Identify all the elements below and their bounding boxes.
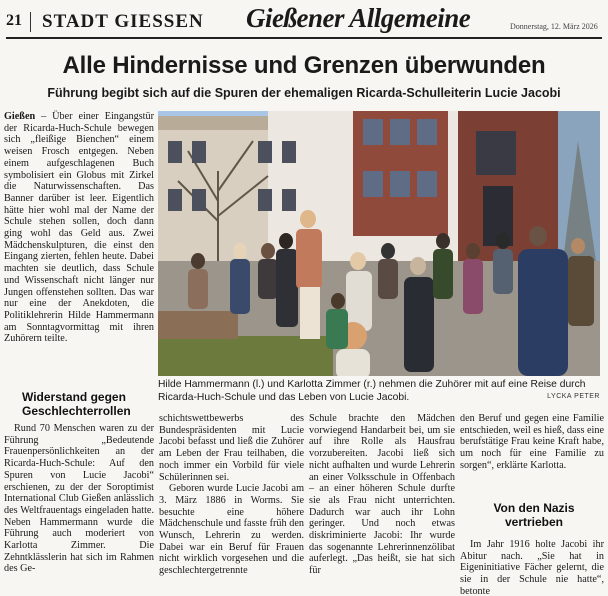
article-column-1b	[4, 423, 154, 575]
dateline: Gießen	[4, 111, 36, 122]
body-paragraph: Rund 70 Menschen waren zu der Führung „Bedeutende Frauenpersönlichkeiten an der Ricarda-Huch-Schule: Auf den Spuren von Lucie Jacobi“ erschienen, zu der der Soroptimist International Club Gießen anlässlich des Weltfrauentags eingeladen hatte. Neben Hammermann wurde die Führung auch moderiert von Karlotta Zimmer. Die Zehntklässlerin hat sich im Rahmen des Ge-	[4, 423, 154, 575]
page-number: 21	[6, 12, 22, 29]
body-paragraph: den Beruf und gegen eine Familie entschieden, weil es hieß, dass eine berufstätige Frau keine Kraft habe, um noch für eine Familie zu sorgen“, erklärte Karlotta.	[460, 413, 604, 471]
article-column-2	[159, 413, 304, 577]
photo-credit: LYCKA PETER	[547, 393, 600, 400]
article-column-1	[4, 111, 154, 345]
article-photo	[158, 111, 600, 376]
section-subhead-1: Widerstand gegen Geschlechterrollen	[22, 390, 131, 418]
body-paragraph: Schule brachte den Mädchen vorwiegend Handarbeit bei, um sie auf ihre Rolle als Hausfrau vorzubereiten. Jacobi ließ sich nicht aufhalten und wurde Lehrerin an einer Volksschule in Offenbach – an einer höheren Schule durfte sie als Frau nicht unterrichten. Dadurch war auch ihr Lohn geringer. Und noch etwas diskriminierte Jacobi: Ihr wurde das sogenannte Lehrerinnenzölibat auferlegt. „Das heißt, sie hat sich für	[309, 413, 455, 577]
section-title: STADT GIESSEN	[42, 11, 204, 32]
article-headline: Alle Hindernisse und Grenzen überwunden	[62, 52, 546, 79]
masthead-rule	[6, 37, 602, 39]
masthead-divider	[30, 12, 31, 32]
article-column-3	[309, 413, 455, 577]
article-subheadline: Führung begibt sich auf die Spuren der ehemaligen Ricarda-Schulleiterin Lucie Jacobi	[47, 86, 561, 100]
group-photo-image	[158, 111, 600, 376]
article-column-4	[460, 413, 604, 472]
article-column-4b	[460, 539, 604, 596]
intro-paragraph: – Über einer Eingangstür der Ricarda-Huch-Schule bewegen sich „fleißige Bienchen“ einem weisen Frosch entgegen. Neben einem aufgeschlagenen Buch symbolisiert ein Globus mit Zirkel die Naturwissenschaften. Das Banner darüber ist leer. Eigentlich hätte hier wohl mal der Name der Schule stehen sollen, doch dann ging wohl das Geld aus. Zwei Mädchenskulpturen, die einst den Eingang zierten, fehlen heute. Dabei machten sie deutlich, dass Schule und Wissenschaft nicht länger nur Jungen offenstehen sollten. Das war nur eine der Anekdoten, die Politiklehrerin Hilde Hammermann am Sonntagvormittag mit ihren Zuhörern teilte.	[4, 111, 154, 345]
photo-caption: Hilde Hammermann (l.) und Karlotta Zimmer (r.) nehmen die Zuhörer mit auf eine Reise durch Ricarda-Huch-Schule und das Leben von Lucie Jacobi.	[158, 379, 586, 403]
body-paragraph: schichtswettbewerbs des Bundespräsidenten mit Lucie Jacobi befasst und ließ die Zuhörer am Leben der Frau teilhaben, die noch immer ein Vorbild für viele Schülerinnen sei.	[159, 413, 304, 483]
issue-date: Donnerstag, 12. März 2026	[510, 22, 598, 31]
masthead	[0, 0, 608, 38]
body-paragraph: Geboren wurde Lucie Jacobi am 3. März 1886 in Worms. Sie besuchte eine höhere Mädchenschule und fasste früh den Wunsch, Lehrerin zu werden. Dabei war ein Beruf für Frauen nicht wirklich vorgesehen und die geschlechtergetrennte	[159, 483, 304, 577]
body-paragraph: Im Jahr 1916 holte Jacobi ihr Abitur nach. „Sie hat in Eigeninitiative Fächer gelernt, die sie in der Schule nie hatte“, betonte	[460, 539, 604, 596]
newspaper-logo: Gießener Allgemeine	[246, 3, 471, 33]
section-subhead-2: Von den Nazis vertrieben	[493, 501, 575, 529]
